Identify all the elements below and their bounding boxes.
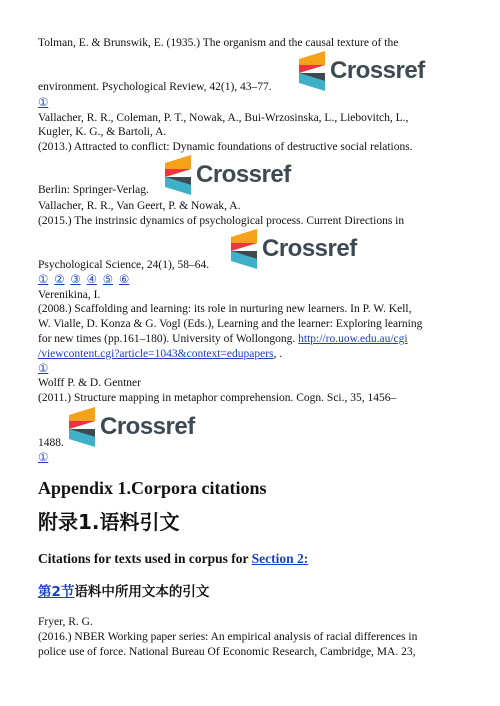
- crossref-logo-icon: [67, 407, 97, 447]
- appendix-title-cn: 附录1.语料引文: [38, 510, 180, 534]
- appendix-subtitle: [38, 552, 308, 566]
- ref-wolff-backlink[interactable]: ①: [38, 452, 49, 464]
- ref-vallacher2013-line2: Kugler, K. G., & Bartoli, A.: [38, 126, 167, 138]
- ref-vallacher2015-backlinks: [38, 273, 132, 287]
- backlink-2[interactable]: ②: [54, 274, 65, 286]
- backlink-5[interactable]: ⑤: [102, 274, 114, 286]
- ref-verenikina-line3: W. Vialle, D. Konza & G. Vogl (Eds.), Learning and the learner: Exploring learning: [38, 318, 423, 330]
- ref-verenikina-line1: Verenikina, I.: [38, 289, 101, 301]
- section-2-link[interactable]: Section 2:: [251, 551, 309, 566]
- ref-vallacher2013-line1: Vallacher, R. R., Coleman, P. T., Nowak, A., Bui-Wrzosinska, L., Liebovitch, L.,: [38, 112, 409, 124]
- ref-wolff-line1: Wolff P. & D. Gentner: [38, 377, 141, 389]
- ref-verenikina-line4: [38, 332, 408, 346]
- ref-verenikina-url[interactable]: http://ro.uow.edu.au/cgi: [298, 333, 408, 345]
- appendix-subtitle-cn-rest: 语料中所用文本的引文: [74, 584, 210, 600]
- ref-verenikina-line2: (2008.) Scaffolding and learning: its role in nurturing new learners. In P. W. Kell,: [38, 303, 412, 315]
- ref-vallacher2015-line3: Psychological Science, 24(1), 58–64.: [38, 259, 210, 271]
- ref-vallacher2015-line1: Vallacher, R. R., Van Geert, P. & Nowak, A.: [38, 200, 241, 212]
- crossref-wordmark: Crossref: [100, 413, 195, 440]
- backlink-6[interactable]: ⑥: [118, 274, 130, 286]
- ref-fryer-line3: police use of force. National Bureau Of Economic Research, Cambridge, MA. 23,: [38, 646, 416, 658]
- backlink-4[interactable]: ④: [86, 274, 97, 286]
- ref-vallacher2013-line3: (2013.) Attracted to conflict: Dynamic foundations of destructive social relations.: [38, 141, 413, 153]
- ref-tolman-line1: Tolman, E. & Brunswik, E. (1935.) The organism and the causal texture of the: [38, 37, 399, 49]
- crossref-badge[interactable]: [67, 407, 195, 447]
- crossref-logo-icon: [163, 155, 193, 195]
- crossref-wordmark: Crossref: [262, 235, 357, 262]
- crossref-logo-icon: [229, 229, 259, 269]
- section-2-link-cn[interactable]: 第2节: [38, 584, 75, 600]
- ref-vallacher2015-line2: (2015.) The instrinsic dynamics of psychological process. Current Directions in: [38, 215, 405, 227]
- ref-verenikina-line4-text: for new times (pp.161–180). University of Wollongong.: [38, 333, 299, 345]
- appendix-title: Appendix 1.Corpora citations: [38, 478, 267, 498]
- crossref-logo-icon: [297, 51, 327, 91]
- ref-fryer-line1: Fryer, R. G.: [38, 616, 93, 628]
- appendix-subtitle-prefix: Citations for texts used in corpus for: [38, 551, 252, 566]
- ref-tolman-backlink[interactable]: ①: [38, 97, 49, 109]
- ref-verenikina-line5-tail: , .: [273, 348, 283, 360]
- crossref-badge[interactable]: [163, 155, 291, 195]
- appendix-subtitle-cn: [38, 585, 209, 599]
- backlink-3[interactable]: ③: [70, 274, 81, 286]
- crossref-wordmark: Crossref: [330, 57, 425, 84]
- ref-verenikina-line5: [38, 347, 282, 361]
- crossref-badge[interactable]: [297, 51, 425, 91]
- crossref-wordmark: Crossref: [196, 161, 291, 188]
- ref-wolff-line3: 1488.: [38, 437, 64, 449]
- ref-vallacher2013-line4: Berlin: Springer-Verlag.: [38, 184, 149, 196]
- backlink-1[interactable]: ①: [38, 274, 49, 286]
- ref-verenikina-backlink[interactable]: ①: [38, 363, 49, 375]
- ref-fryer-line2: (2016.) NBER Working paper series: An empirical analysis of racial differences in: [38, 631, 418, 643]
- ref-tolman-line2: environment. Psychological Review, 42(1), 43–77.: [38, 81, 272, 93]
- ref-verenikina-url-cont[interactable]: /viewcontent.cgi?article=1043&context=edupapers: [38, 348, 274, 360]
- crossref-badge[interactable]: [229, 229, 357, 269]
- ref-wolff-line2: (2011.) Structure mapping in metaphor comprehension. Cogn. Sci., 35, 1456–: [38, 392, 397, 404]
